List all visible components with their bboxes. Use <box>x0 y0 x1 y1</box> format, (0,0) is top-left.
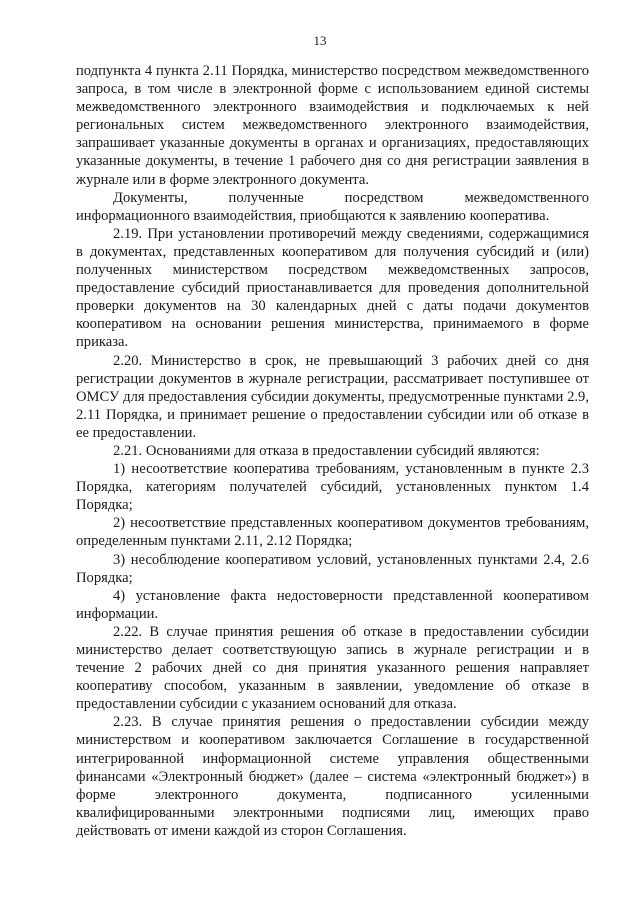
list-item-1: 1) несоответствие кооператива требованиям, установленным в пункте 2.3 Порядка, категориям получателей субсидий, установленных пунктом 1.4 Порядка; <box>76 461 589 514</box>
list-item-3: 3) несоблюдение кооперативом условий, установленных пунктами 2.4, 2.6 Порядка; <box>76 551 589 586</box>
page-number: 13 <box>313 33 327 48</box>
paragraph-2-23: 2.23. В случае принятия решения о предоставлении субсидии между министерством и кооперативом заключается Соглашение в государственной интегрированной информационной системе управления общественными финансами «Электронный бюджет» (далее – система «электронный бюджет») в форме электронного документа, подписанного усиленными квалифицированными электронными подписями лиц, имеющих право действовать от имени каждой из сторон Соглашения. <box>76 714 589 839</box>
paragraph-2-20: 2.20. Министерство в срок, не превышающий 3 рабочих дней со дня регистрации документов в журнале регистрации, рассматривает поступившее от ОМСУ для предоставления субсидии документы, предусмотренные пунктами 2.9, 2.11 Порядка, и принимает решение о предоставлении субсидии или об отказе в ее предоставлении. <box>76 352 589 441</box>
paragraph-documents-attached: Документы, полученные посредством межведомственного информационного взаимодействия, приобщаются к заявлению кооператива. <box>76 189 589 224</box>
document-body <box>76 62 589 840</box>
list-item-2: 2) несоответствие представленных кооперативом документов требованиям, определенным пунктами 2.11, 2.12 Порядка; <box>76 515 589 550</box>
paragraph-2-19: 2.19. При установлении противоречий между сведениями, содержащимися в документах, представленных кооперативом для получения субсидий и (или) полученных министерством посредством межведомственных запросов, предоставление субсидий приостанавливается для проведения дополнительной проверки документов на 30 календарных дней с даты подачи документов кооперативом на основании решения министерства, принимаемого в форме приказа. <box>76 225 589 351</box>
paragraph-2-21: 2.21. Основаниями для отказа в предоставлении субсидий являются: <box>113 442 540 459</box>
paragraph-2-22: 2.22. В случае принятия решения об отказе в предоставлении субсидии министерство делает соответствующую запись в журнале регистрации и в течение 2 рабочих дней со дня принятия указанного решения направляет кооперативу способом, указанным в заявлении, уведомление об отказе в предоставлении субсидии с указанием оснований для отказа. <box>76 623 589 713</box>
list-item-4: 4) установление факта недостоверности представленной кооперативом информации. <box>76 587 589 622</box>
paragraph-continuation: подпункта 4 пункта 2.11 Порядка, министерство посредством межведомственного запроса, в том числе в электронной форме с использованием единой системы межведомственного электронного взаимодействия и подключаемых к ней региональных систем межведомственного электронного взаимодействия, запрашивает указанные документы в органах и организациях, предоставляющих указанные документы, в течение 1 рабочего дня со дня регистрации заявления в журнале или в форме электронного документа. <box>76 63 589 188</box>
